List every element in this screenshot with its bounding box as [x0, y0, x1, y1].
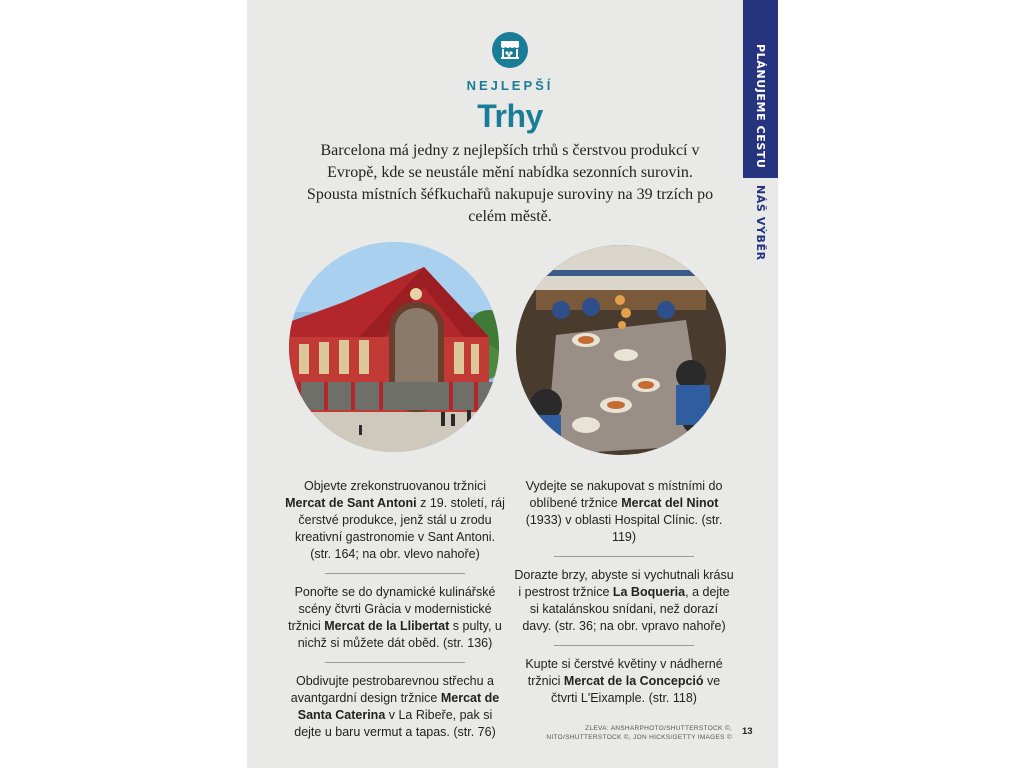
market-name: La Boqueria	[612, 585, 686, 599]
intro-paragraph: Barcelona má jedny z nejlepších trhů s čerstvou produkcí v Evropě, kde se neustále mění nabídka sezonních surovin. Spousta místních šéfkuchařů nakupuje suroviny na 39 trzích po celém městě.	[306, 142, 714, 225]
page-title: Trhy	[477, 98, 543, 134]
entry-text: Kupte si čerstvé květiny v nádherné tržnici	[525, 657, 723, 688]
entry-text: Ponořte se do dynamické kulinářské scény čtvrti Gràcia v modernistické tržnici	[288, 585, 496, 633]
market-name: Mercat de Santa Caterina	[297, 691, 500, 722]
entry-text: s pulty, u nichž si můžete dát oběd. (str. 136)	[297, 619, 502, 650]
market-entry	[514, 567, 734, 635]
entry-text: z 19. století, ráj čerstvé produkce, jenž stál u zrodu kreativní gastronomie v Sant Antoni. (str. 164; na obr. vlevo nahoře)	[294, 496, 505, 561]
divider	[554, 556, 694, 557]
section-side-tab	[743, 0, 778, 768]
market-entry	[285, 673, 505, 741]
market-hall-photo	[289, 242, 499, 452]
section-kicker: NEJLEPŠÍ	[466, 78, 554, 93]
entry-text: Dorazte brzy, abyste si vychutnali krásu i pestrost tržnice	[514, 568, 734, 599]
left-column	[285, 478, 505, 741]
subsection-tab-label: NÁŠ VÝBĚR	[754, 185, 767, 261]
page-number: 13	[742, 726, 753, 737]
entry-text: (1933) v oblasti Hospital Clínic. (str. 119)	[525, 513, 723, 544]
photo-credits	[520, 724, 732, 742]
entry-text: Obdivujte pestrobarevnou střechu a avantgardní design tržnice	[290, 674, 495, 705]
right-column	[514, 478, 734, 707]
market-name: Mercat de la Llibertat	[324, 619, 450, 633]
entry-text: Vydejte se nakupovat s místními do oblíbené tržnice	[525, 479, 723, 510]
entry-text: , a dejte si katalánskou snídani, než dorazí davy. (str. 36; na obr. vpravo nahoře)	[522, 585, 730, 633]
credits-line: NITO/SHUTTERSTOCK ©, JON HICKS/GETTY IMAGES ©	[546, 734, 732, 741]
credits-line: ZLEVA: ANSHARPHOTO/SHUTTERSTOCK ©,	[585, 725, 732, 732]
entry-text: v La Ribeře, pak si dejte u baru vermut a tapas. (str. 76)	[294, 708, 496, 739]
market-stall-icon	[492, 32, 528, 68]
market-name: Mercat del Ninot	[621, 496, 719, 510]
section-tab-label: PLÁNUJEME CESTU	[754, 44, 767, 169]
market-name: Mercat de la Concepció	[563, 674, 704, 688]
market-entry	[514, 656, 734, 707]
entry-text: ve čtvrti L'Eixample. (str. 118)	[551, 674, 721, 705]
market-entry	[514, 478, 734, 546]
market-entry	[285, 478, 505, 563]
market-name: Mercat de Sant Antoni	[285, 496, 417, 510]
market-entry	[285, 584, 505, 652]
divider	[325, 573, 465, 574]
entry-text: Objevte zrekonstruovanou tržnici	[303, 479, 487, 493]
divider	[325, 662, 465, 663]
divider	[554, 645, 694, 646]
market-bar-photo	[516, 245, 726, 455]
